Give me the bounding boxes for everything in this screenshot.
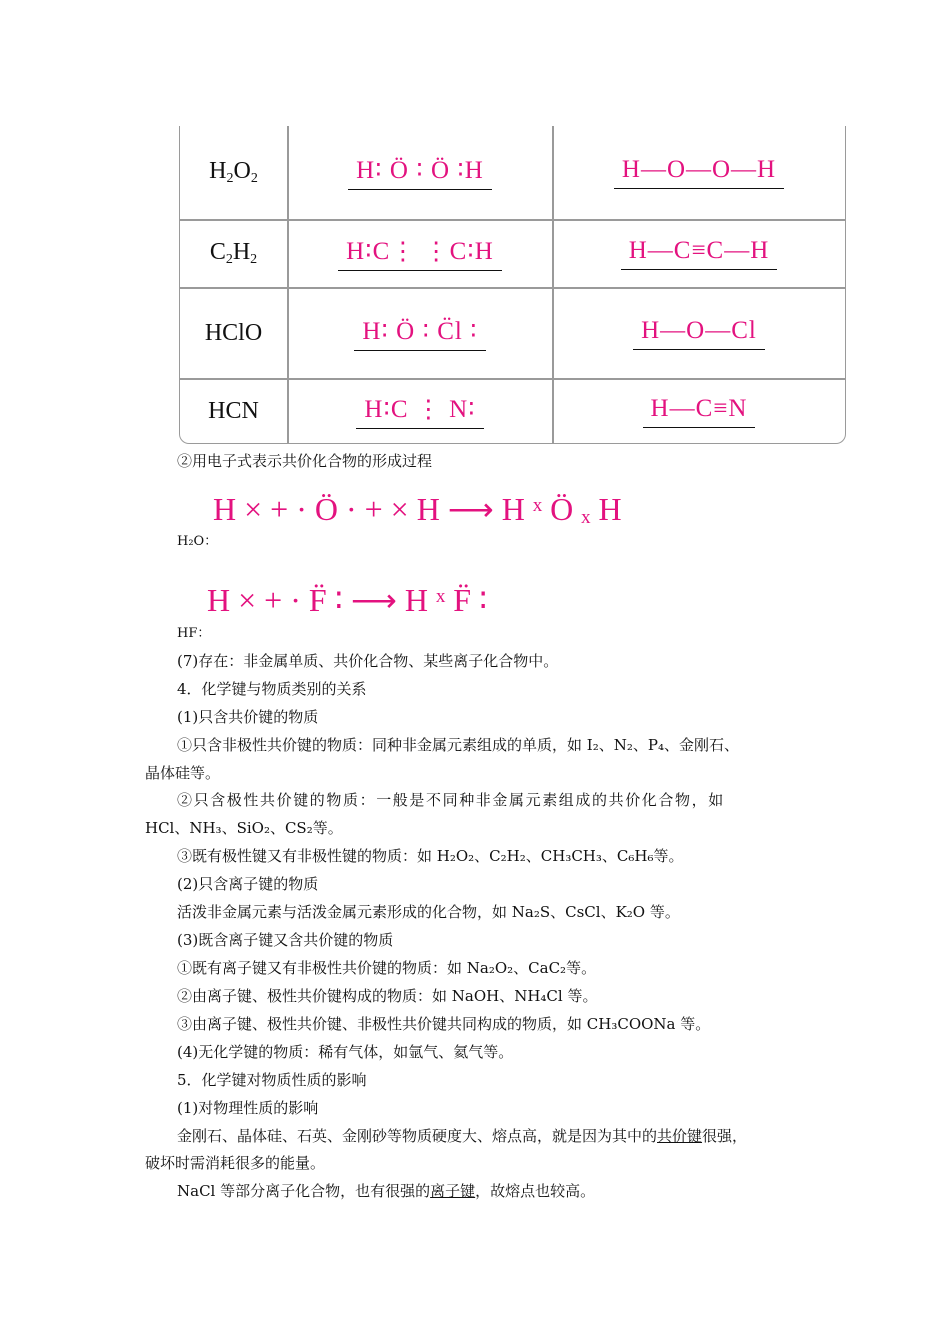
structural-formula: H—O—O—H	[614, 156, 784, 189]
table-row-formula	[180, 379, 287, 443]
electron-formula: H∶ Ö ∶ Ö ∶H	[348, 155, 492, 190]
text-line: (1)对物理性质的影响	[177, 1099, 319, 1117]
structural-formula: H—C≡N	[643, 395, 756, 428]
formula: HClO	[204, 319, 263, 346]
text-line	[177, 1126, 747, 1146]
text-line: 晶体硅等。	[145, 764, 221, 782]
text-line: HCl、NH₃、SiO₂、CS₂等。	[145, 819, 343, 837]
text-line: 破坏时需消耗很多的能量。	[145, 1154, 326, 1172]
h2o-label: H₂O：	[177, 534, 218, 549]
hf-label: HF：	[177, 626, 211, 641]
process-title: ②用电子式表示共价化合物的形成过程	[177, 452, 433, 470]
electron-formula: H∶C⋮ ⋮C∶H	[338, 236, 502, 271]
text-line: ②由离子键、极性共价键构成的物质：如 NaOH、NH₄Cl 等。	[177, 987, 598, 1005]
table-row-structure	[553, 126, 845, 219]
electron-formula: H∶ Ö ∶ C̈l ∶	[354, 316, 485, 351]
text-line: ①只含非极性共价键的物质：同种非金属元素组成的单质，如 I₂、N₂、P₄、金刚石、	[177, 736, 739, 754]
structure-table	[179, 126, 846, 444]
table-row-formula	[180, 220, 287, 287]
table-row-structure	[553, 220, 845, 287]
text-span: ，故熔点也较高。	[475, 1182, 596, 1200]
table-row-structure	[553, 379, 845, 443]
section-heading: 4．化学键与物质类别的关系	[177, 680, 367, 698]
text-line: (4)无化学键的物质：稀有气体，如氩气、氦气等。	[177, 1043, 514, 1061]
formula: $C_2H_2$	[209, 239, 258, 267]
text-span: 金刚石、晶体硅、石英、金刚砂等物质硬度大、熔点高，就是因为其中的	[177, 1127, 658, 1145]
electron-formula: H∶C ⋮ N∶	[356, 394, 483, 429]
text-line: ②只含极性共价键的物质：一般是不同种非金属元素组成的共价化合物，如	[177, 791, 725, 809]
table-row-formula	[180, 126, 287, 219]
table-row-formula	[180, 288, 287, 378]
structural-formula: H—O—Cl	[633, 317, 765, 350]
section-heading: 5．化学键对物质性质的影响	[177, 1071, 367, 1089]
text-span: 很强，	[702, 1127, 748, 1145]
text-line: 活泼非金属元素与活泼金属元素形成的化合物，如 Na₂S、CsCl、K₂O 等。	[177, 903, 680, 921]
text-line: (2)只含离子键的物质	[177, 875, 319, 893]
underlined-term: 离子键	[430, 1182, 476, 1200]
table-row-electron	[288, 220, 552, 287]
text-line: ①既有离子键又有非极性共价键的物质：如 Na₂O₂、CaC₂等。	[177, 959, 597, 977]
table-row-electron	[288, 288, 552, 378]
text-line: ③既有极性键又有非极性键的物质：如 H₂O₂、C₂H₂、CH₃CH₃、C₆H₆等。	[177, 847, 684, 865]
text-line: (1)只含共价键的物质	[177, 708, 319, 726]
text-line: (7)存在：非金属单质、共价化合物、某些离子化合物中。	[177, 652, 559, 670]
text-span: NaCl 等部分离子化合物，也有很强的	[177, 1182, 431, 1200]
table-row-electron	[288, 126, 552, 219]
hf-equation: H × + · F̈ ∶ ⟶ H ˣ F̈ ∶	[207, 582, 488, 618]
text-line: (3)既含离子键又含共价键的物质	[177, 931, 394, 949]
table-row-electron	[288, 379, 552, 443]
underlined-term: 共价键	[657, 1127, 703, 1145]
table-row-structure	[553, 288, 845, 378]
structural-formula: H—C≡C—H	[621, 237, 778, 270]
text-line	[177, 1181, 595, 1201]
h2o-equation: H × + · Ö · + × H ⟶ H ˣ Ö ₓ H	[213, 491, 622, 527]
formula: HCN	[208, 397, 259, 424]
formula: $H_2O_2$	[209, 158, 258, 186]
text-line: ③由离子键、极性共价键、非极性共价键共同构成的物质，如 CH₃COONa 等。	[177, 1015, 711, 1033]
